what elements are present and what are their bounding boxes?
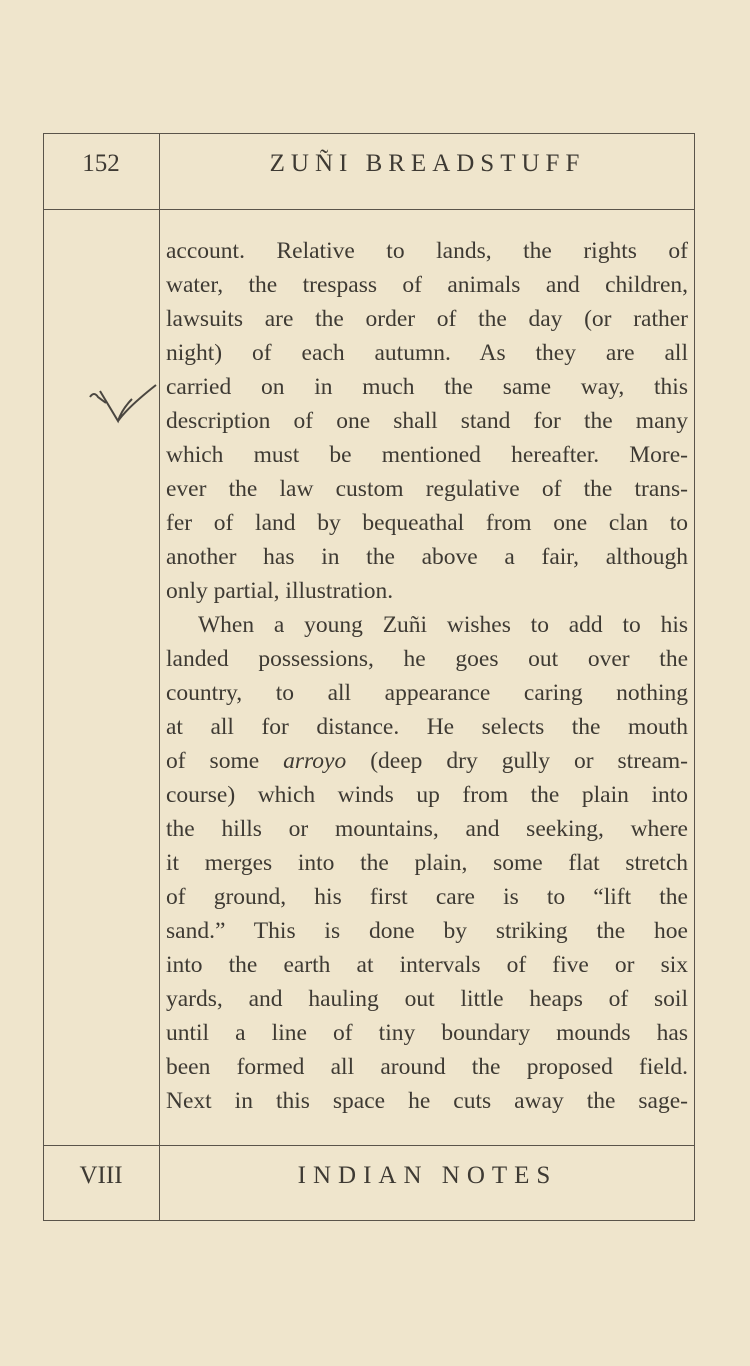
text-line: another has in the above a fair, although xyxy=(166,544,688,570)
text-line: only partial, illustration. xyxy=(166,578,394,604)
text-line: of ground, his first care is to “lift the xyxy=(166,884,688,910)
text-line: the hills or mountains, and seeking, where xyxy=(166,816,688,842)
text-line: Next in this space he cuts away the sage- xyxy=(166,1088,688,1114)
running-title: ZUÑI BREADSTUFF xyxy=(269,150,586,177)
body-text xyxy=(166,234,688,1118)
text-line: landed possessions, he goes out over the xyxy=(166,646,688,672)
handwritten-check-mark-icon xyxy=(88,383,158,429)
text-line: country, to all appearance caring nothing xyxy=(166,680,688,706)
text-line: which must be mentioned hereafter. More- xyxy=(166,442,688,468)
text-line: When a young Zuñi wishes to add to his xyxy=(198,612,688,638)
text-line xyxy=(166,744,688,778)
text-line: until a line of tiny boundary mounds has xyxy=(166,1020,688,1046)
text-line: into the earth at intervals of five or six xyxy=(166,952,688,978)
volume-number: VIII xyxy=(79,1162,123,1189)
text-line: it merges into the plain, some flat stretch xyxy=(166,850,688,876)
text-line: description of one shall stand for the many xyxy=(166,408,688,434)
text-run: of some xyxy=(166,748,284,774)
text-line: lawsuits are the order of the day (or rather xyxy=(166,306,688,332)
text-run: (deep dry gully or stream- xyxy=(346,748,688,774)
text-line: course) which winds up from the plain into xyxy=(166,782,688,808)
page-number: 152 xyxy=(82,150,120,177)
text-line: carried on in much the same way, this xyxy=(166,374,688,400)
text-line: at all for distance. He selects the mouth xyxy=(166,714,688,740)
series-title: INDIAN NOTES xyxy=(297,1162,558,1189)
footer-divider xyxy=(43,1145,695,1146)
text-line: sand.” This is done by striking the hoe xyxy=(166,918,688,944)
margin-divider xyxy=(159,133,160,1221)
text-line: account. Relative to lands, the rights of xyxy=(166,238,688,264)
text-line: water, the trespass of animals and children, xyxy=(166,272,688,298)
header-divider xyxy=(43,209,695,210)
text-line: ever the law custom regulative of the trans- xyxy=(166,476,688,502)
text-line: night) of each autumn. As they are all xyxy=(166,340,688,366)
text-line: been formed all around the proposed field. xyxy=(166,1054,688,1080)
text-line: yards, and hauling out little heaps of soil xyxy=(166,986,688,1012)
text-line: fer of land by bequeathal from one clan to xyxy=(166,510,688,536)
italic-term: arroyo xyxy=(283,748,347,774)
